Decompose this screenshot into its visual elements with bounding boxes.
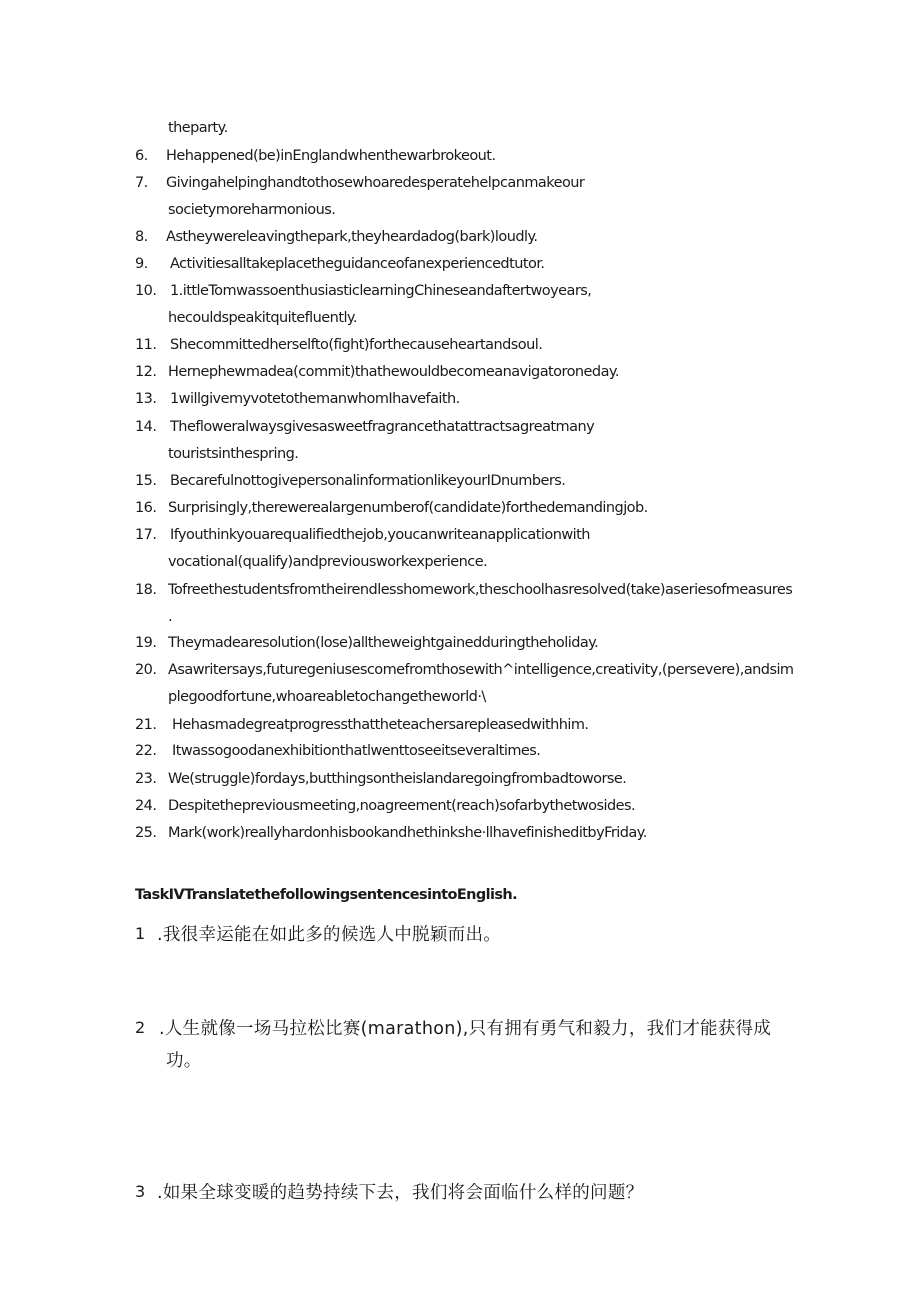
exercise-text: 1.ittleTomwassoenthusiasticlearningChineseandaftertwoyears, (170, 283, 592, 299)
translation-number: 1 (135, 924, 146, 943)
exercise-text: 1willgivemyvotetothemanwhomIhavefaith. (170, 391, 460, 407)
translation-number: 3 (135, 1182, 146, 1201)
exercise-text: Despitethepreviousmeeting,noagreement(reach)sofarbythetwosides. (168, 798, 636, 814)
exercise-number: 11. (135, 337, 157, 353)
exercise-number: 18. (135, 582, 157, 598)
exercise-number: 21. (135, 717, 157, 733)
exercise-text: Tofreethestudentsfromtheirendlesshomework,theschoolhasresolved(take)aseriesofmeasures (168, 582, 793, 598)
exercise-text: Thefloweralwaysgivesasweetfragrancethatattractsagreatmany (170, 419, 595, 435)
translation-number: 2 (135, 1018, 146, 1037)
exercise-number: 8. (135, 229, 148, 245)
exercise-text: Mark(work)reallyhardonhisbookandhethinkshe·llhavefinisheditbyFriday. (168, 825, 647, 841)
exercise-number: 23. (135, 771, 157, 787)
exercise-text: Surprisingly,therewerealargenumberof(candidate)forthedemandingjob. (168, 500, 648, 516)
exercise-number: 20. (135, 662, 157, 678)
exercise-number: 7. (135, 175, 148, 191)
exercise-text: plegoodfortune,whoareabletochangetheworld·\ (168, 689, 486, 705)
exercise-number: 12. (135, 364, 157, 380)
exercise-number: 14. (135, 419, 157, 435)
exercise-text: We(struggle)fordays,butthingsontheislandaregoingfrombadtoworse. (168, 771, 627, 787)
exercise-number: 25. (135, 825, 157, 841)
exercise-number: 6. (135, 148, 148, 164)
exercise-text: hecouldspeakitquitefluently. (168, 310, 357, 326)
exercise-number: 17. (135, 527, 157, 543)
exercise-text: Shecommittedherselfto(fight)forthecauseheartandsoul. (170, 337, 543, 353)
exercise-text: societymoreharmonious. (168, 202, 336, 218)
exercise-text: Astheywereleavingthepark,theyheardadog(bark)loudly. (166, 229, 538, 245)
exercise-number: 13. (135, 391, 157, 407)
exercise-text: vocational(qualify)andpreviousworkexperience. (168, 554, 488, 570)
exercise-text: touristsinthespring. (168, 446, 299, 462)
exercise-text: Activitiesalltakeplacetheguidanceofanexperiencedtutor. (170, 256, 545, 272)
exercise-number: 16. (135, 500, 157, 516)
exercise-number: 22. (135, 743, 157, 759)
exercise-number: 19. (135, 635, 157, 651)
exercise-text: Givingahelpinghandtothosewhoaredesperatehelpcanmakeour (166, 175, 585, 191)
exercise-text: Ifyouthinkyouarequalifiedthejob,youcanwriteanapplicationwith (170, 527, 590, 543)
translation-text: .人生就像一场马拉松比赛(marathon),只有拥有勇气和毅力，我们才能获得成 (159, 1019, 772, 1039)
exercise-text: Itwassogoodanexhibitionthatlwenttoseeitseveraltimes. (172, 743, 541, 759)
exercise-text: theparty. (168, 120, 228, 136)
exercise-text: Hehasmadegreatprogressthattheteachersarepleasedwithhim. (172, 717, 589, 733)
task-iv-heading: TaskIVTranslatethefollowingsentencesintoEnglish. (135, 887, 518, 903)
translation-text: .我很幸运能在如此多的候选人中脱颖而出。 (157, 925, 502, 945)
exercise-text: . (168, 609, 173, 625)
exercise-text: Hernephewmadea(commit)thathewouldbecomeanavigatoroneday. (168, 364, 619, 380)
exercise-text: Hehappened(be)inEnglandwhenthewarbrokeout. (166, 148, 496, 164)
exercise-number: 24. (135, 798, 157, 814)
translation-text: .如果全球变暖的趋势持续下去，我们将会面临什么样的问题？ (157, 1183, 644, 1203)
exercise-text: Theymadearesolution(lose)alltheweightgainedduringtheholiday. (168, 635, 599, 651)
exercise-text: BecarefulnottogivepersonalinformationlikeyourIDnumbers. (170, 473, 566, 489)
exercise-number: 15. (135, 473, 157, 489)
exercise-text: Asawritersays,futuregeniusescomefromthosewith^intelligence,creativity,(persevere),andsim (168, 662, 794, 678)
exercise-number: 9. (135, 256, 148, 272)
exercise-number: 10. (135, 283, 157, 299)
translation-text: 功。 (166, 1051, 202, 1071)
